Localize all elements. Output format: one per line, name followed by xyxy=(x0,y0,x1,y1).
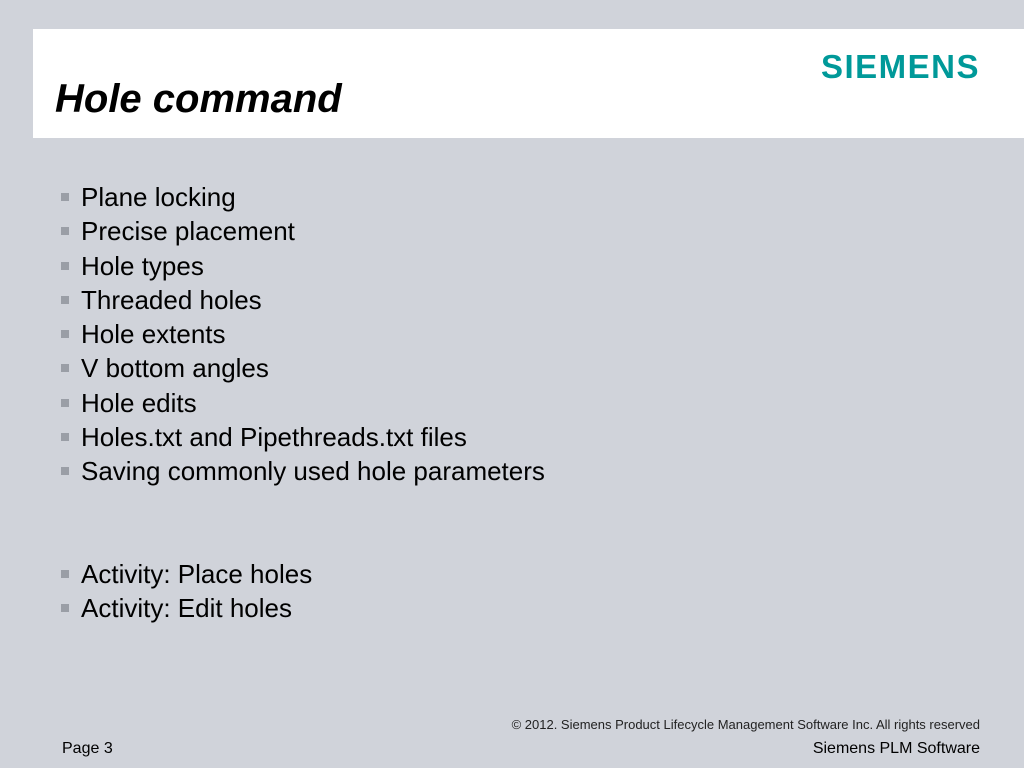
activity-item xyxy=(61,591,545,625)
bullet-item xyxy=(61,454,545,488)
square-bullet-icon xyxy=(61,193,69,201)
activity-item xyxy=(61,557,545,591)
square-bullet-icon xyxy=(61,364,69,372)
copyright-notice: © 2012. Siemens Product Lifecycle Management Software Inc. All rights reserved xyxy=(511,717,980,732)
bullet-item xyxy=(61,351,545,385)
bullet-item xyxy=(61,420,545,454)
bullet-text: Hole edits xyxy=(81,387,197,418)
square-bullet-icon xyxy=(61,227,69,235)
square-bullet-icon xyxy=(61,262,69,270)
bullet-item xyxy=(61,386,545,420)
bullet-text: Precise placement xyxy=(81,216,295,247)
header-band xyxy=(33,29,1024,138)
square-bullet-icon xyxy=(61,570,69,578)
slide-title: Hole command xyxy=(55,77,342,121)
bullet-item xyxy=(61,214,545,248)
bullet-item xyxy=(61,317,545,351)
bullet-text: V bottom angles xyxy=(81,353,269,384)
bullet-list xyxy=(61,180,545,625)
bullet-item xyxy=(61,283,545,317)
bullet-item xyxy=(61,180,545,214)
bullet-text: Holes.txt and Pipethreads.txt files xyxy=(81,422,467,453)
bullet-text: Plane locking xyxy=(81,182,236,212)
bullet-text: Hole types xyxy=(81,250,204,281)
bullet-text: Saving commonly used hole parameters xyxy=(81,456,545,487)
company-name: Siemens PLM Software xyxy=(812,740,980,757)
bullet-item xyxy=(61,249,545,283)
activity-text: Activity: Edit holes xyxy=(81,592,292,623)
square-bullet-icon xyxy=(61,399,69,407)
bullet-text: Threaded holes xyxy=(81,284,262,315)
page-number: Page 3 xyxy=(62,740,113,757)
square-bullet-icon xyxy=(61,433,69,441)
siemens-logo: SIEMENS xyxy=(820,48,980,85)
square-bullet-icon xyxy=(61,467,69,475)
activity-text: Activity: Place holes xyxy=(81,558,313,589)
bullet-text: Hole extents xyxy=(81,319,226,350)
square-bullet-icon xyxy=(61,296,69,304)
square-bullet-icon xyxy=(61,330,69,338)
square-bullet-icon xyxy=(61,604,69,612)
